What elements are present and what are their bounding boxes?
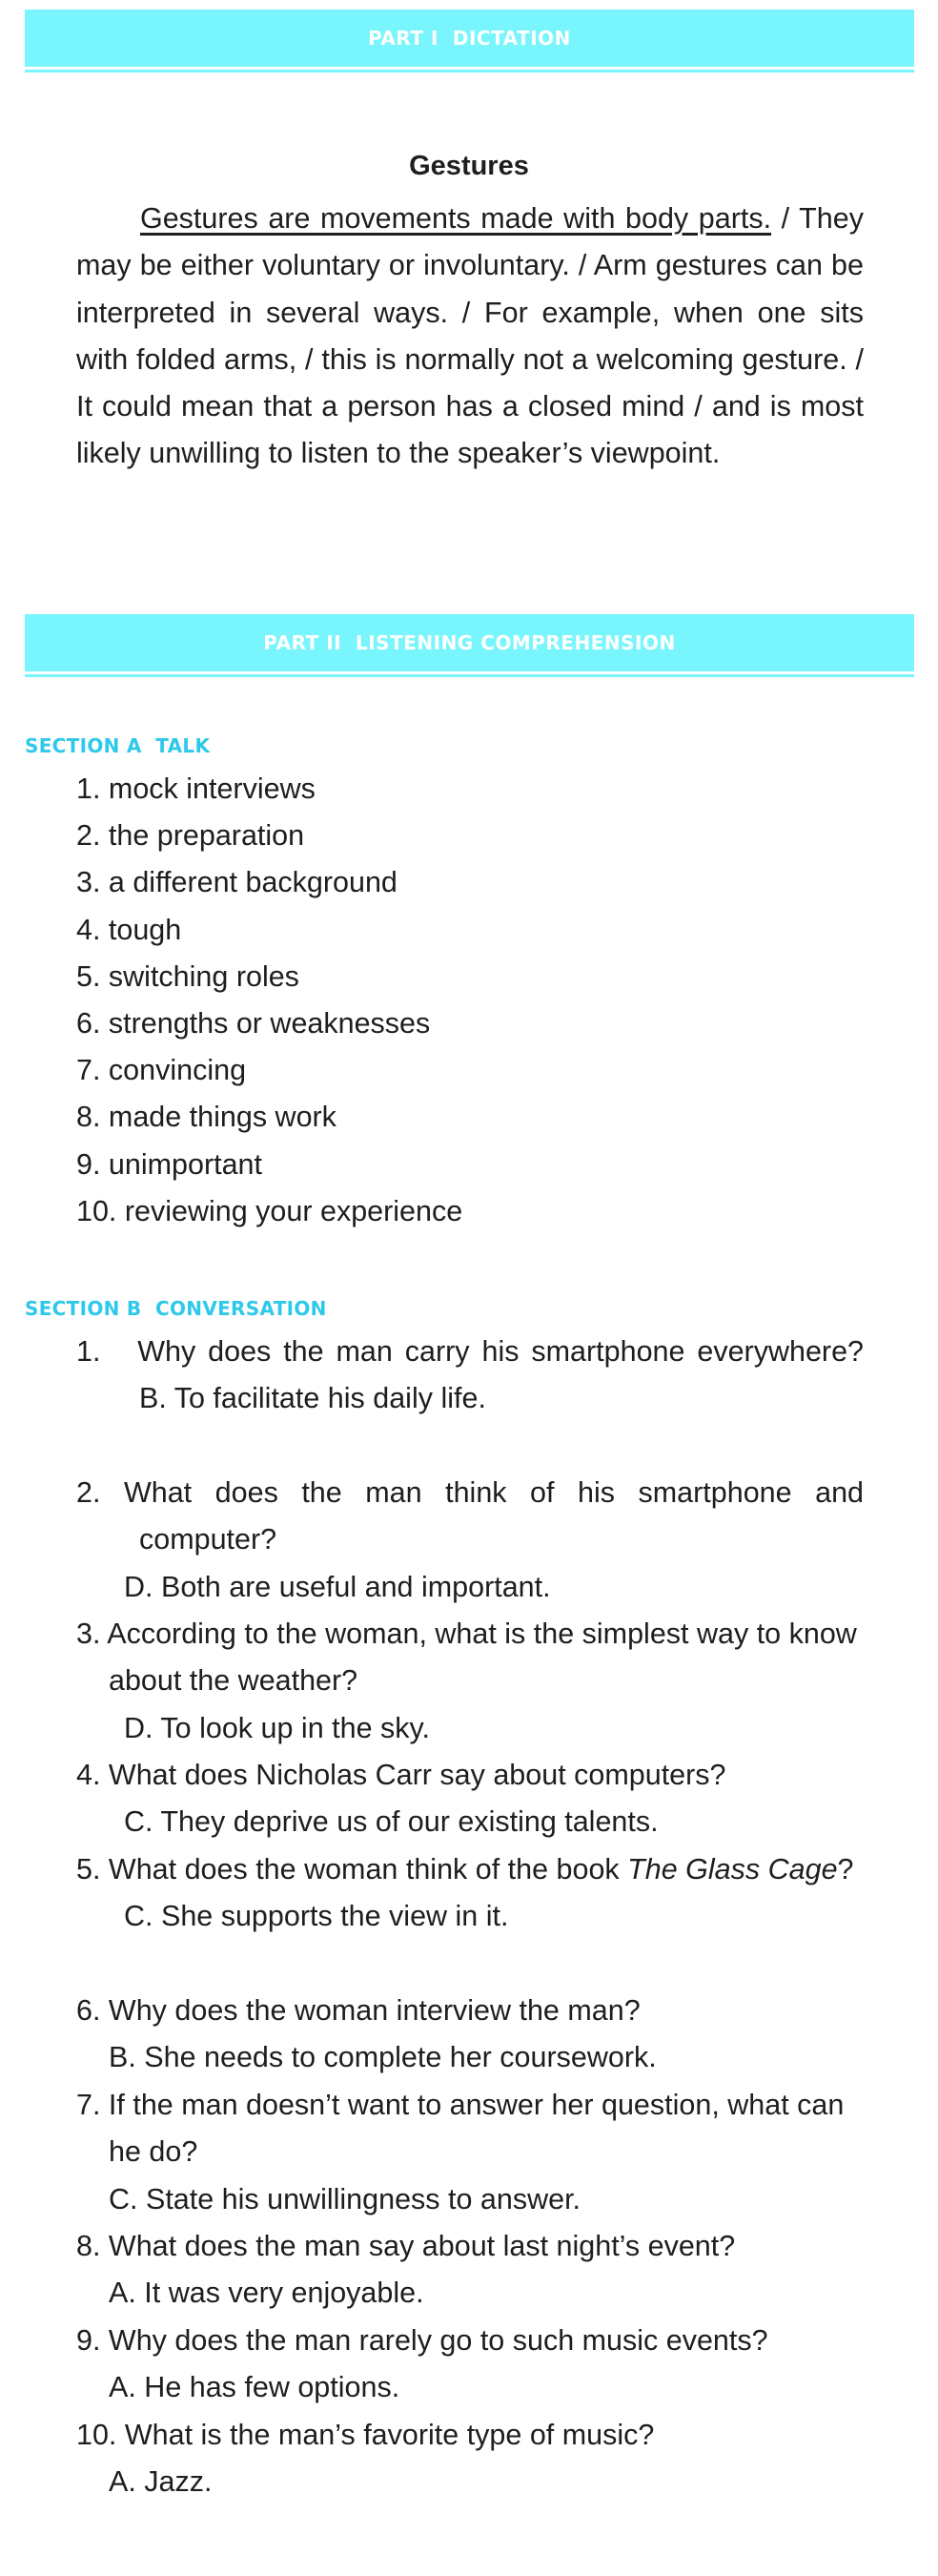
conversation-item-7 — [76, 2082, 864, 2223]
talk-answer: 5. switching roles — [76, 959, 299, 993]
question-text: What does the man say about last night’s event? — [108, 2230, 736, 2262]
dictation-first-sentence: Gestures are movements made with body parts. — [140, 202, 772, 235]
question-number: 9. — [76, 2324, 101, 2357]
answer: D. Both are useful and important. — [124, 1570, 551, 1603]
section-a-heading: SECTION A TALK — [25, 734, 211, 757]
talk-answer: 4. tough — [76, 913, 182, 946]
question — [76, 2223, 864, 2270]
question-number: 10. — [76, 2419, 117, 2451]
question-text-before: What does the woman think of the book — [108, 1853, 628, 1886]
question-number: 6. — [76, 1994, 101, 2027]
question — [76, 1752, 864, 1799]
part2-heading: PART II LISTENING COMPREHENSION — [263, 631, 676, 654]
question-text: If the man doesn’t want to answer her question, what can he do? — [108, 2089, 845, 2169]
talk-answer: 6. strengths or weaknesses — [76, 1007, 431, 1041]
question-text-after: ? — [837, 1853, 854, 1886]
conversation-item-5 — [76, 1846, 864, 1941]
question-number: 3. — [76, 1618, 101, 1650]
talk-answer: 7. convincing — [76, 1054, 247, 1087]
answer: C. State his unwillingness to answer. — [109, 2182, 581, 2215]
dictation-text — [76, 196, 864, 478]
conversation-item-10 — [76, 2412, 864, 2506]
talk-answer: 8. made things work — [76, 1101, 336, 1134]
talk-answer: 9. unimportant — [76, 1147, 262, 1181]
question — [76, 1470, 864, 1564]
answer: B. She needs to complete her coursework. — [109, 2041, 657, 2074]
answer: D. To look up in the sky. — [124, 1711, 430, 1744]
question-number: 2. — [76, 1476, 101, 1509]
answer: C. She supports the view in it. — [124, 1900, 509, 1933]
question-text: Why does the woman interview the man? — [108, 1994, 641, 2027]
answer: A. He has few options. — [109, 2371, 400, 2404]
talk-answer: 10. reviewing your experience — [76, 1194, 463, 1227]
question — [76, 1329, 864, 1375]
question-text: What does Nicholas Carr say about computers? — [108, 1759, 726, 1791]
conversation-item-2 — [76, 1470, 864, 1611]
answer: B. To facilitate his daily life. — [139, 1382, 486, 1415]
answer: C. They deprive us of our existing talents. — [124, 1805, 659, 1839]
conversation-item-8 — [76, 2223, 864, 2318]
question — [76, 2412, 864, 2459]
question-text: What does the man think of his smartphone and computer? — [123, 1476, 864, 1556]
part1-heading: PART I DICTATION — [368, 27, 571, 50]
question-number: 1. — [76, 1335, 101, 1368]
conversation-item-4 — [76, 1752, 864, 1846]
talk-answer: 2. the preparation — [76, 819, 305, 853]
conversation-item-6 — [76, 1988, 864, 2082]
question — [76, 2082, 864, 2176]
question — [76, 1611, 864, 1705]
question — [76, 1988, 864, 2034]
book-title: The Glass Cage — [627, 1853, 838, 1886]
section-b-heading: SECTION B CONVERSATION — [25, 1297, 327, 1320]
question — [76, 2318, 864, 2364]
conversation-item-1 — [76, 1329, 864, 1423]
dictation-title: Gestures — [409, 151, 529, 181]
conversation-item-3 — [76, 1611, 864, 1752]
dictation-rest: / They may be either voluntary or involuntary. / Arm gestures can be interpreted in several ways. / For example, when one sits with folded arms, / this is normally not a welcoming gesture. / It could mean that a person has a closed mind / and is most likely unwilling to listen to the speaker’s viewpoint. — [76, 202, 864, 470]
talk-answer: 1. mock interviews — [76, 773, 316, 805]
question-number: 7. — [76, 2089, 101, 2121]
part2-banner — [25, 614, 914, 674]
question — [76, 1846, 864, 1893]
question-text: Why does the man carry his smartphone everywhere? — [137, 1335, 864, 1368]
question-text: What is the man’s favorite type of music? — [124, 2419, 655, 2451]
question-text: Why does the man rarely go to such music events? — [108, 2324, 768, 2357]
question-number: 4. — [76, 1759, 101, 1791]
answer: A. Jazz. — [109, 2465, 213, 2499]
part1-banner — [25, 10, 914, 70]
question-number: 5. — [76, 1853, 101, 1886]
question-text: According to the woman, what is the simplest way to know about the weather? — [107, 1618, 857, 1698]
conversation-item-9 — [76, 2318, 864, 2412]
talk-answer: 3. a different background — [76, 866, 398, 899]
answer: A. It was very enjoyable. — [109, 2277, 424, 2310]
talk-answer-list — [76, 766, 462, 1235]
question-number: 8. — [76, 2230, 101, 2262]
